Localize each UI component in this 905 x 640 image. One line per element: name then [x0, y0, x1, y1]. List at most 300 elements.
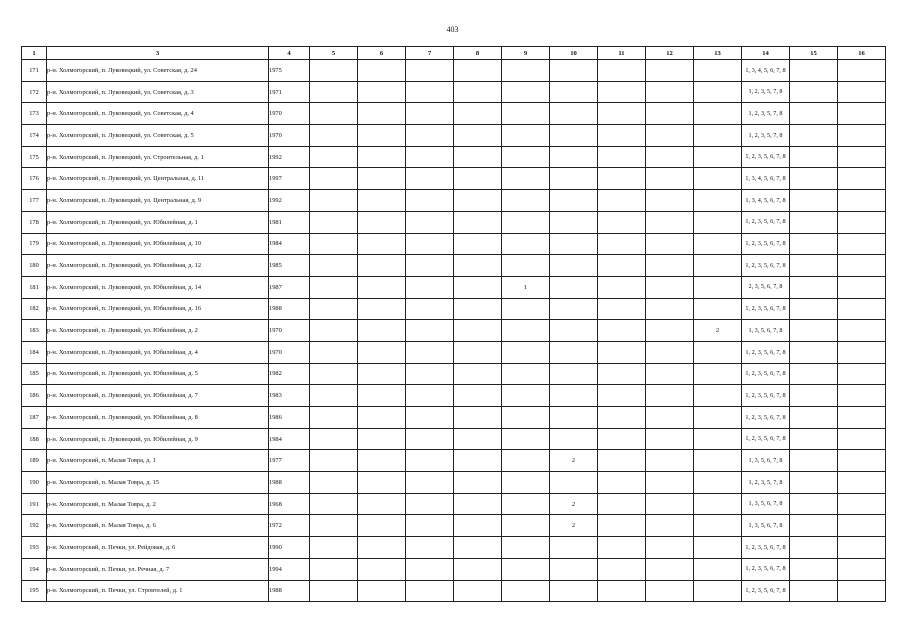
- empty-cell: [646, 580, 694, 602]
- year-cell: 1982: [269, 363, 310, 385]
- empty-cell: [790, 537, 838, 559]
- column-header: 8: [454, 47, 502, 60]
- table-row: [22, 168, 886, 190]
- col-13-cell: [694, 493, 742, 515]
- empty-cell: [838, 407, 886, 429]
- row-number-cell: 187: [22, 407, 47, 429]
- col-13-cell: [694, 515, 742, 537]
- empty-cell: [790, 211, 838, 233]
- empty-cell: [358, 341, 406, 363]
- col-10-cell: 2: [550, 450, 598, 472]
- empty-cell: [358, 537, 406, 559]
- year-cell: 1968: [269, 493, 310, 515]
- col-10-cell: [550, 558, 598, 580]
- col-13-cell: 2: [694, 320, 742, 342]
- empty-cell: [358, 168, 406, 190]
- row-number-cell: 183: [22, 320, 47, 342]
- col-9-cell: [502, 320, 550, 342]
- col-13-cell: [694, 146, 742, 168]
- empty-cell: [406, 580, 454, 602]
- column-header: 10: [550, 47, 598, 60]
- year-cell: 1981: [269, 211, 310, 233]
- table-row: [22, 341, 886, 363]
- col-13-cell: [694, 407, 742, 429]
- col-9-cell: [502, 493, 550, 515]
- empty-cell: [838, 233, 886, 255]
- table-row: [22, 580, 886, 602]
- empty-cell: [310, 103, 358, 125]
- empty-cell: [838, 168, 886, 190]
- empty-cell: [406, 190, 454, 212]
- empty-cell: [838, 515, 886, 537]
- col-13-cell: [694, 103, 742, 125]
- empty-cell: [790, 450, 838, 472]
- empty-cell: [838, 472, 886, 494]
- address-cell: р-н. Холмогорский, п. Луковецкий, ул. Юбилейная, д. 14: [47, 276, 269, 298]
- empty-cell: [646, 558, 694, 580]
- empty-cell: [598, 363, 646, 385]
- column-header: 12: [646, 47, 694, 60]
- empty-cell: [598, 168, 646, 190]
- empty-cell: [454, 233, 502, 255]
- empty-cell: [598, 450, 646, 472]
- empty-cell: [358, 298, 406, 320]
- empty-cell: [454, 81, 502, 103]
- empty-cell: [358, 103, 406, 125]
- col-9-cell: [502, 146, 550, 168]
- address-cell: р-н. Холмогорский, п. Луковецкий, ул. Советская, д. 5: [47, 125, 269, 147]
- address-cell: р-н. Холмогорский, п. Луковецкий, ул. Советская, д. 4: [47, 103, 269, 125]
- empty-cell: [406, 168, 454, 190]
- empty-cell: [454, 146, 502, 168]
- table-row: [22, 558, 886, 580]
- address-cell: р-н. Холмогорский, п. Луковецкий, ул. Советская, д. 3: [47, 81, 269, 103]
- row-number-cell: 186: [22, 385, 47, 407]
- empty-cell: [454, 320, 502, 342]
- empty-cell: [310, 558, 358, 580]
- empty-cell: [790, 168, 838, 190]
- table-row: [22, 276, 886, 298]
- empty-cell: [310, 363, 358, 385]
- row-number-cell: 171: [22, 60, 47, 82]
- col-10-cell: [550, 407, 598, 429]
- col-9-cell: [502, 168, 550, 190]
- empty-cell: [598, 60, 646, 82]
- col-9-cell: [502, 515, 550, 537]
- col-9-cell: [502, 450, 550, 472]
- col-13-cell: [694, 81, 742, 103]
- row-number-cell: 185: [22, 363, 47, 385]
- year-cell: 1992: [269, 146, 310, 168]
- empty-cell: [454, 450, 502, 472]
- row-number-cell: 174: [22, 125, 47, 147]
- year-cell: 1984: [269, 233, 310, 255]
- year-cell: 1994: [269, 558, 310, 580]
- row-number-cell: 178: [22, 211, 47, 233]
- empty-cell: [646, 472, 694, 494]
- empty-cell: [598, 515, 646, 537]
- empty-cell: [838, 60, 886, 82]
- col-10-cell: [550, 428, 598, 450]
- col-13-cell: [694, 363, 742, 385]
- address-cell: р-н. Холмогорский, п. Печки, ул. Строителей, д. 1: [47, 580, 269, 602]
- empty-cell: [454, 385, 502, 407]
- col-9-cell: [502, 190, 550, 212]
- empty-cell: [358, 255, 406, 277]
- empty-cell: [838, 255, 886, 277]
- address-cell: р-н. Холмогорский, п. Луковецкий, ул. Юбилейная, д. 12: [47, 255, 269, 277]
- col-9-cell: [502, 428, 550, 450]
- empty-cell: [790, 233, 838, 255]
- address-cell: р-н. Холмогорский, п. Луковецкий, ул. Юбилейная, д. 8: [47, 407, 269, 429]
- year-cell: 1985: [269, 255, 310, 277]
- empty-cell: [598, 385, 646, 407]
- col-14-cell: 2, 3, 5, 6, 7, 8: [742, 276, 790, 298]
- empty-cell: [598, 276, 646, 298]
- table-row: [22, 428, 886, 450]
- col-9-cell: 1: [502, 276, 550, 298]
- empty-cell: [310, 276, 358, 298]
- empty-cell: [790, 125, 838, 147]
- empty-cell: [358, 81, 406, 103]
- empty-cell: [358, 428, 406, 450]
- col-13-cell: [694, 428, 742, 450]
- year-cell: 1990: [269, 537, 310, 559]
- col-14-cell: 1, 2, 3, 5, 7, 8: [742, 125, 790, 147]
- empty-cell: [310, 298, 358, 320]
- row-number-cell: 194: [22, 558, 47, 580]
- empty-cell: [598, 255, 646, 277]
- empty-cell: [790, 103, 838, 125]
- empty-cell: [406, 537, 454, 559]
- empty-cell: [406, 493, 454, 515]
- year-cell: 1997: [269, 168, 310, 190]
- col-10-cell: [550, 146, 598, 168]
- col-13-cell: [694, 255, 742, 277]
- col-10-cell: [550, 168, 598, 190]
- col-10-cell: [550, 298, 598, 320]
- col-10-cell: [550, 103, 598, 125]
- col-13-cell: [694, 125, 742, 147]
- empty-cell: [454, 103, 502, 125]
- year-cell: 1988: [269, 472, 310, 494]
- col-14-cell: 1, 3, 4, 5, 6, 7, 8: [742, 168, 790, 190]
- col-9-cell: [502, 81, 550, 103]
- empty-cell: [646, 233, 694, 255]
- empty-cell: [598, 537, 646, 559]
- empty-cell: [646, 428, 694, 450]
- empty-cell: [838, 125, 886, 147]
- col-13-cell: [694, 60, 742, 82]
- col-10-cell: [550, 60, 598, 82]
- year-cell: 1992: [269, 190, 310, 212]
- col-14-cell: 1, 3, 4, 5, 6, 7, 8: [742, 190, 790, 212]
- col-10-cell: [550, 472, 598, 494]
- address-cell: р-н. Холмогорский, п. Луковецкий, ул. Юбилейная, д. 1: [47, 211, 269, 233]
- empty-cell: [790, 341, 838, 363]
- empty-cell: [310, 60, 358, 82]
- col-9-cell: [502, 298, 550, 320]
- empty-cell: [358, 190, 406, 212]
- empty-cell: [838, 146, 886, 168]
- empty-cell: [790, 493, 838, 515]
- empty-cell: [358, 558, 406, 580]
- empty-cell: [406, 341, 454, 363]
- empty-cell: [790, 515, 838, 537]
- row-number-cell: 189: [22, 450, 47, 472]
- row-number-cell: 180: [22, 255, 47, 277]
- empty-cell: [598, 428, 646, 450]
- empty-cell: [790, 255, 838, 277]
- col-9-cell: [502, 537, 550, 559]
- empty-cell: [454, 363, 502, 385]
- empty-cell: [358, 211, 406, 233]
- empty-cell: [310, 493, 358, 515]
- empty-cell: [454, 580, 502, 602]
- table-row: [22, 211, 886, 233]
- empty-cell: [454, 211, 502, 233]
- col-9-cell: [502, 233, 550, 255]
- column-header: 13: [694, 47, 742, 60]
- empty-cell: [790, 81, 838, 103]
- table-row: [22, 60, 886, 82]
- col-14-cell: 1, 2, 3, 5, 7, 8: [742, 103, 790, 125]
- empty-cell: [310, 81, 358, 103]
- row-number-cell: 173: [22, 103, 47, 125]
- col-14-cell: 1, 2, 3, 5, 7, 8: [742, 81, 790, 103]
- empty-cell: [646, 125, 694, 147]
- col-13-cell: [694, 276, 742, 298]
- col-14-cell: 1, 2, 3, 5, 6, 7, 8: [742, 580, 790, 602]
- table-row: [22, 255, 886, 277]
- empty-cell: [838, 276, 886, 298]
- empty-cell: [358, 385, 406, 407]
- empty-cell: [358, 60, 406, 82]
- empty-cell: [358, 363, 406, 385]
- row-number-cell: 188: [22, 428, 47, 450]
- col-14-cell: 1, 3, 5, 6, 7, 8: [742, 493, 790, 515]
- year-cell: 1972: [269, 515, 310, 537]
- empty-cell: [598, 211, 646, 233]
- col-14-cell: 1, 2, 3, 5, 6, 7, 8: [742, 298, 790, 320]
- year-cell: 1970: [269, 103, 310, 125]
- address-cell: р-н. Холмогорский, п. Малая Товра, д. 15: [47, 472, 269, 494]
- table-row: [22, 385, 886, 407]
- empty-cell: [646, 385, 694, 407]
- empty-cell: [358, 515, 406, 537]
- col-14-cell: 1, 2, 3, 5, 6, 7, 8: [742, 407, 790, 429]
- page-number: 403: [446, 25, 459, 34]
- empty-cell: [406, 450, 454, 472]
- empty-cell: [790, 298, 838, 320]
- empty-cell: [790, 363, 838, 385]
- col-10-cell: [550, 190, 598, 212]
- empty-cell: [838, 211, 886, 233]
- address-cell: р-н. Холмогорский, п. Печки, ул. Речная, д. 7: [47, 558, 269, 580]
- col-14-cell: 1, 2, 3, 5, 6, 7, 8: [742, 341, 790, 363]
- empty-cell: [454, 255, 502, 277]
- address-cell: р-н. Холмогорский, п. Малая Товра, д. 2: [47, 493, 269, 515]
- empty-cell: [310, 255, 358, 277]
- empty-cell: [790, 385, 838, 407]
- table-row: [22, 103, 886, 125]
- empty-cell: [598, 341, 646, 363]
- row-number-cell: 176: [22, 168, 47, 190]
- empty-cell: [310, 515, 358, 537]
- empty-cell: [646, 493, 694, 515]
- address-cell: р-н. Холмогорский, п. Печки, ул. Рейдовая, д. 6: [47, 537, 269, 559]
- empty-cell: [406, 255, 454, 277]
- empty-cell: [406, 385, 454, 407]
- col-9-cell: [502, 341, 550, 363]
- empty-cell: [598, 103, 646, 125]
- address-cell: р-н. Холмогорский, п. Луковецкий, ул. Центральная, д. 11: [47, 168, 269, 190]
- empty-cell: [454, 558, 502, 580]
- empty-cell: [790, 60, 838, 82]
- empty-cell: [454, 472, 502, 494]
- empty-cell: [598, 190, 646, 212]
- empty-cell: [310, 472, 358, 494]
- address-cell: р-н. Холмогорский, п. Луковецкий, ул. Юбилейная, д. 7: [47, 385, 269, 407]
- table-row: [22, 146, 886, 168]
- table-row: [22, 81, 886, 103]
- empty-cell: [310, 146, 358, 168]
- empty-cell: [358, 472, 406, 494]
- empty-cell: [310, 168, 358, 190]
- table-row: [22, 537, 886, 559]
- empty-cell: [358, 233, 406, 255]
- year-cell: 1975: [269, 60, 310, 82]
- col-9-cell: [502, 472, 550, 494]
- table-row: [22, 493, 886, 515]
- column-header: 1: [22, 47, 47, 60]
- table-row: [22, 515, 886, 537]
- col-14-cell: 1, 2, 3, 5, 6, 7, 8: [742, 255, 790, 277]
- row-number-cell: 177: [22, 190, 47, 212]
- empty-cell: [838, 363, 886, 385]
- empty-cell: [790, 472, 838, 494]
- column-header: 9: [502, 47, 550, 60]
- column-header: 16: [838, 47, 886, 60]
- empty-cell: [406, 298, 454, 320]
- empty-cell: [598, 493, 646, 515]
- empty-cell: [406, 472, 454, 494]
- column-header: 6: [358, 47, 406, 60]
- col-9-cell: [502, 60, 550, 82]
- address-cell: р-н. Холмогорский, п. Луковецкий, ул. Юбилейная, д. 2: [47, 320, 269, 342]
- row-number-cell: 193: [22, 537, 47, 559]
- year-cell: 1977: [269, 450, 310, 472]
- table-row: [22, 472, 886, 494]
- col-9-cell: [502, 558, 550, 580]
- col-13-cell: [694, 233, 742, 255]
- empty-cell: [310, 190, 358, 212]
- col-10-cell: [550, 580, 598, 602]
- col-14-cell: 1, 2, 3, 5, 6, 7, 8: [742, 428, 790, 450]
- empty-cell: [838, 493, 886, 515]
- year-cell: 1986: [269, 407, 310, 429]
- column-header: 11: [598, 47, 646, 60]
- col-13-cell: [694, 168, 742, 190]
- col-13-cell: [694, 298, 742, 320]
- empty-cell: [310, 428, 358, 450]
- empty-cell: [598, 298, 646, 320]
- year-cell: 1971: [269, 81, 310, 103]
- empty-cell: [358, 407, 406, 429]
- empty-cell: [406, 428, 454, 450]
- col-14-cell: 1, 2, 3, 5, 6, 7, 8: [742, 385, 790, 407]
- empty-cell: [598, 320, 646, 342]
- empty-cell: [406, 558, 454, 580]
- col-9-cell: [502, 580, 550, 602]
- empty-cell: [598, 558, 646, 580]
- empty-cell: [358, 580, 406, 602]
- column-header: 7: [406, 47, 454, 60]
- empty-cell: [646, 515, 694, 537]
- empty-cell: [406, 320, 454, 342]
- year-cell: 1970: [269, 125, 310, 147]
- col-10-cell: [550, 341, 598, 363]
- col-9-cell: [502, 125, 550, 147]
- row-number-cell: 182: [22, 298, 47, 320]
- empty-cell: [406, 81, 454, 103]
- address-cell: р-н. Холмогорский, п. Луковецкий, ул. Юбилейная, д. 9: [47, 428, 269, 450]
- col-14-cell: 1, 2, 3, 5, 6, 7, 8: [742, 146, 790, 168]
- empty-cell: [454, 515, 502, 537]
- empty-cell: [838, 428, 886, 450]
- column-header: 14: [742, 47, 790, 60]
- empty-cell: [646, 211, 694, 233]
- empty-cell: [838, 537, 886, 559]
- col-14-cell: 1, 2, 3, 5, 6, 7, 8: [742, 211, 790, 233]
- year-cell: 1984: [269, 428, 310, 450]
- empty-cell: [838, 450, 886, 472]
- col-10-cell: 2: [550, 515, 598, 537]
- empty-cell: [310, 233, 358, 255]
- row-number-cell: 184: [22, 341, 47, 363]
- header-row: [22, 47, 886, 60]
- empty-cell: [358, 493, 406, 515]
- row-number-cell: 181: [22, 276, 47, 298]
- empty-cell: [790, 558, 838, 580]
- empty-cell: [646, 276, 694, 298]
- col-9-cell: [502, 255, 550, 277]
- empty-cell: [454, 493, 502, 515]
- empty-cell: [646, 298, 694, 320]
- empty-cell: [310, 407, 358, 429]
- empty-cell: [646, 450, 694, 472]
- row-number-cell: 192: [22, 515, 47, 537]
- table-body: [22, 60, 886, 602]
- empty-cell: [646, 537, 694, 559]
- empty-cell: [646, 255, 694, 277]
- empty-cell: [790, 407, 838, 429]
- col-13-cell: [694, 211, 742, 233]
- empty-cell: [790, 190, 838, 212]
- empty-cell: [454, 407, 502, 429]
- empty-cell: [310, 385, 358, 407]
- column-header: 3: [47, 47, 269, 60]
- empty-cell: [646, 168, 694, 190]
- col-9-cell: [502, 103, 550, 125]
- row-number-cell: 175: [22, 146, 47, 168]
- empty-cell: [406, 146, 454, 168]
- empty-cell: [310, 125, 358, 147]
- column-header: 15: [790, 47, 838, 60]
- empty-cell: [646, 407, 694, 429]
- empty-cell: [358, 276, 406, 298]
- col-14-cell: 1, 3, 5, 6, 7, 8: [742, 320, 790, 342]
